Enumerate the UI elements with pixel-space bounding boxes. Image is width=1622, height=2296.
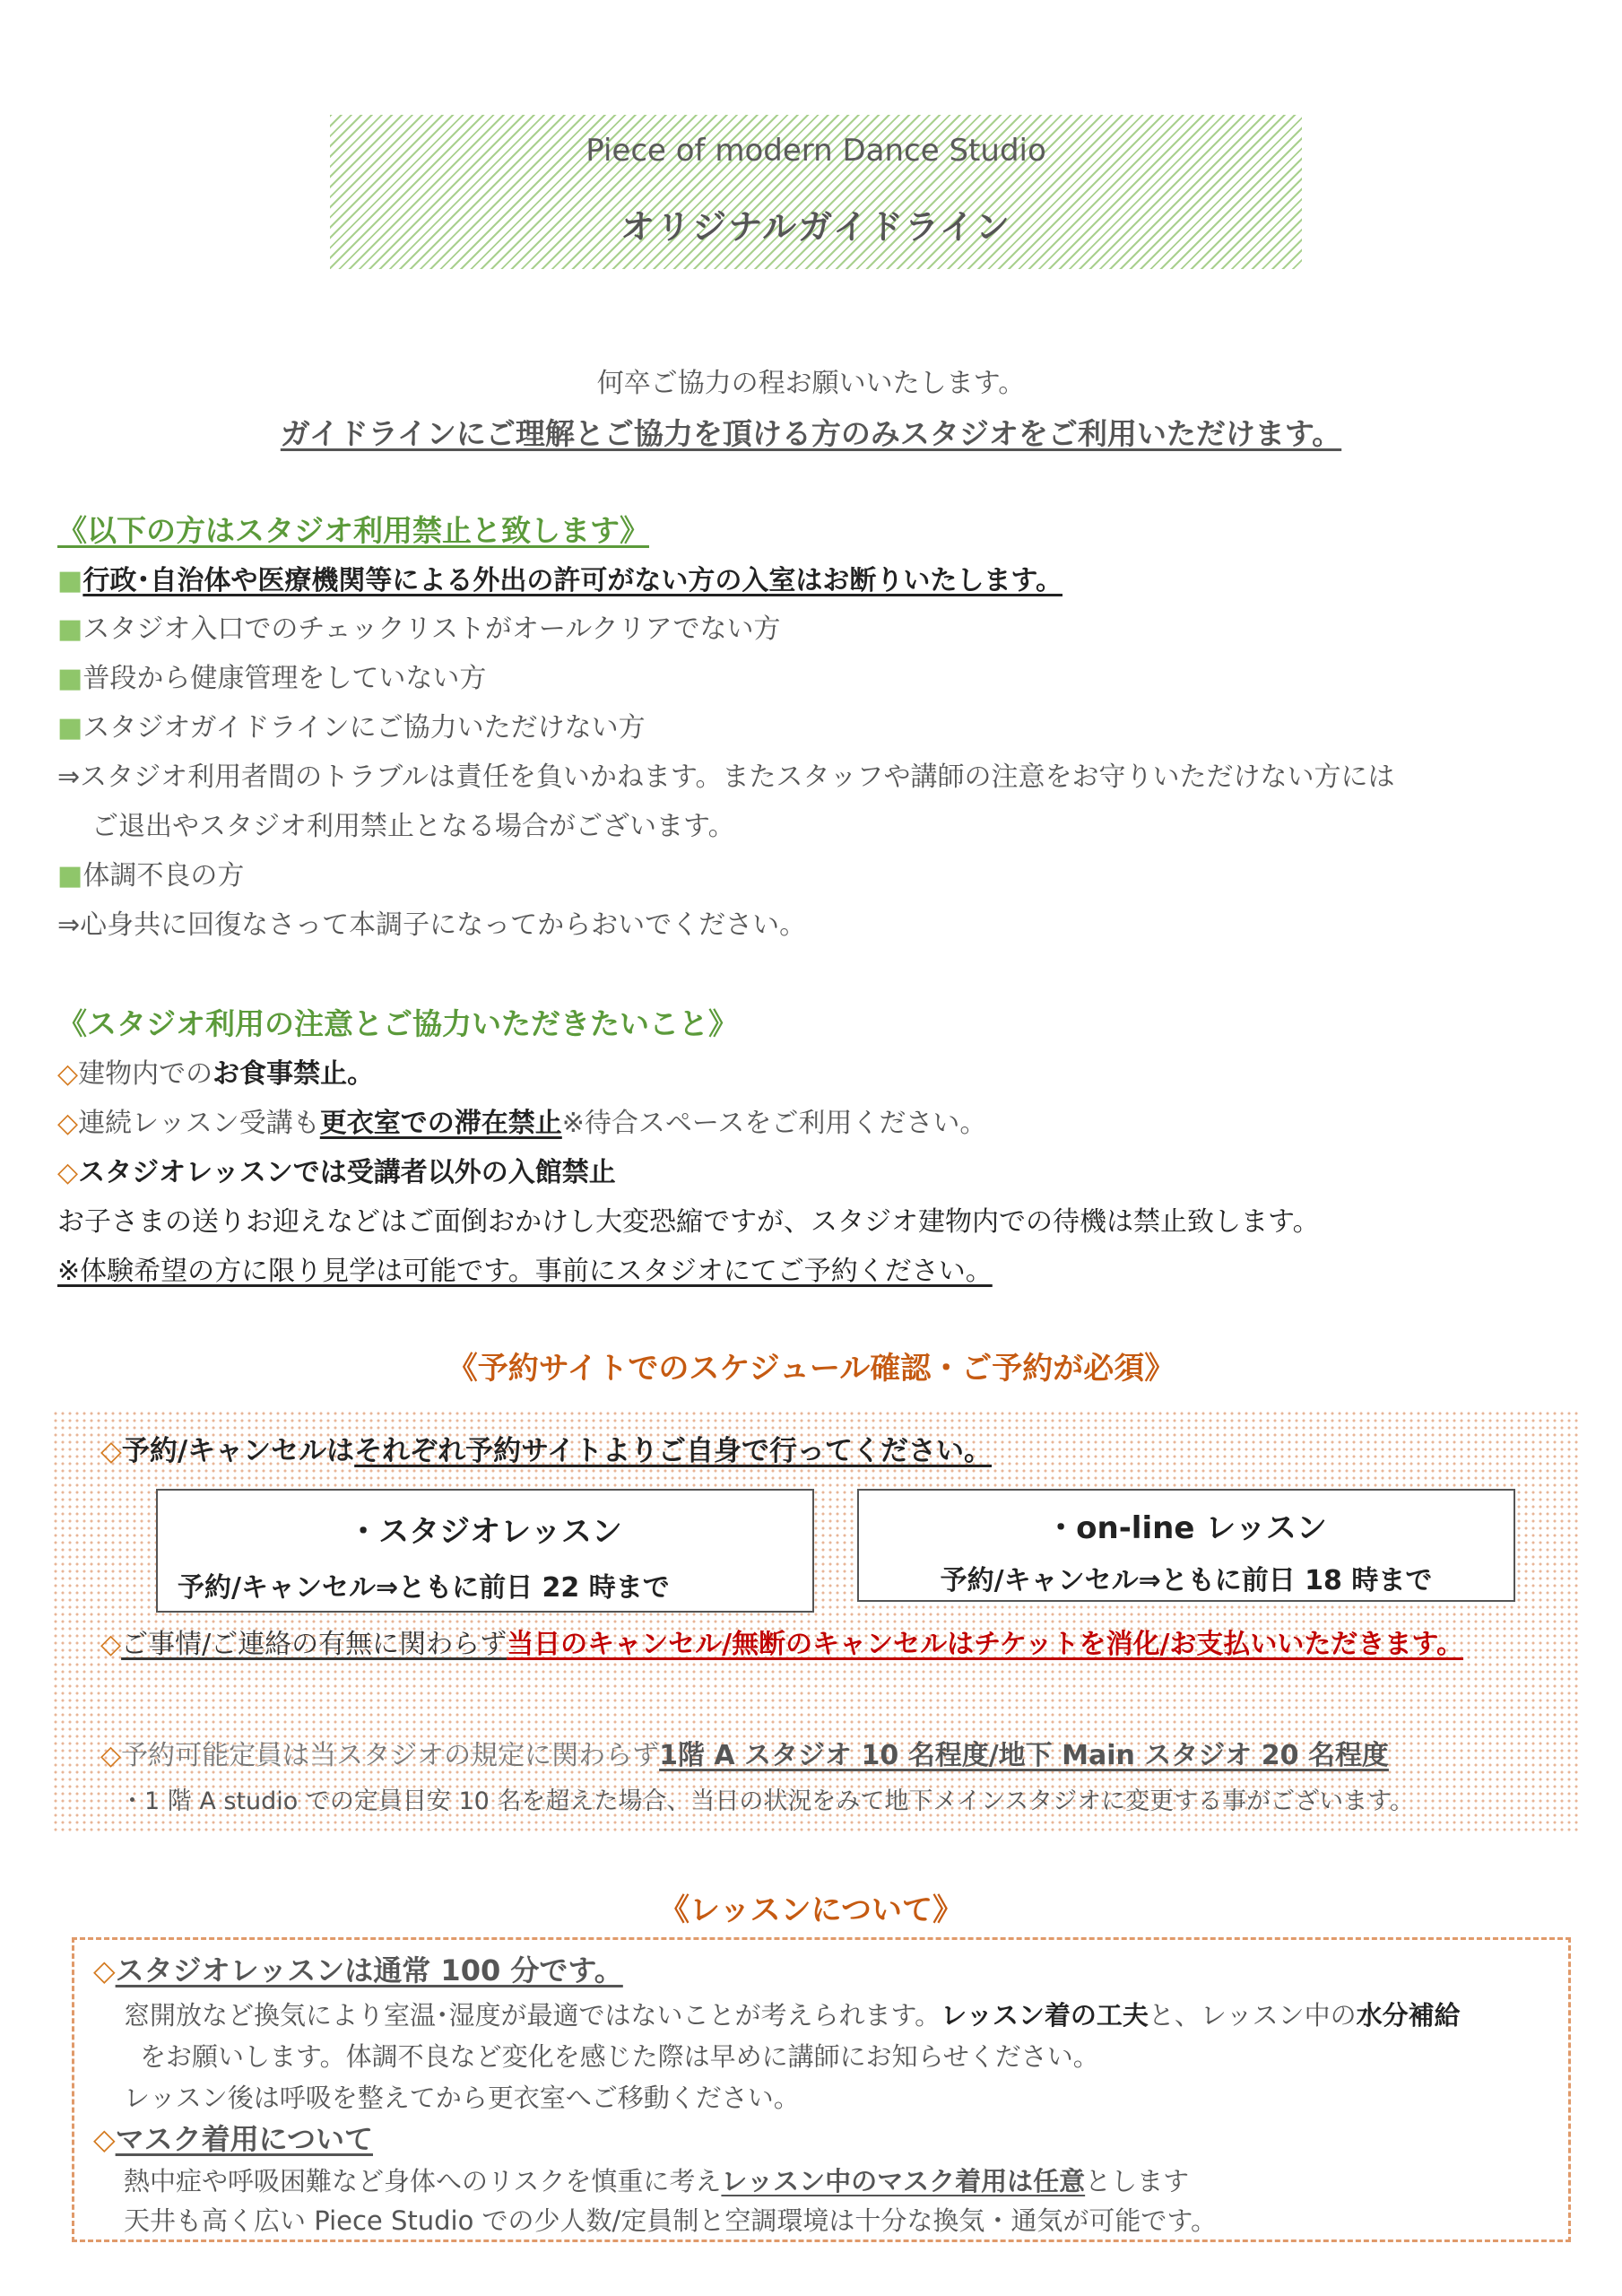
section1-note-2: ⇒心身共に回復なさって本調子になってからおいでください。 <box>57 909 807 941</box>
intro-line-1: 何卒ご協力の程お願いいたします。 <box>596 368 1026 399</box>
card-studio-lesson-body: 予約/キャンセル⇒ともに前日 22 時まで <box>178 1572 670 1604</box>
section2-line-2: ◇連続レッスン受講も更衣室での滞在禁止※待合スペースをご利用ください。 <box>57 1108 987 1139</box>
section1-note-1a: ⇒スタジオ利用者間のトラブルは責任を負いかねます。またスタッフや講師の注意をお守りいただけない方には <box>57 761 1395 793</box>
section4-para-1: 窓開放など換気により室温･湿度が最適ではないことが考えられます。レッスン着の工夫と、レッスン中の水分補給 <box>124 2000 1461 2031</box>
section1-item-4: ■スタジオガイドラインにご協力いただけない方 <box>57 712 646 744</box>
header-subtitle: Piece of modern Dance Studio <box>585 133 1046 169</box>
section2-line-1: ◇建物内でのお食事禁止。 <box>57 1058 375 1090</box>
section1-item-2: ■スタジオ入口でのチェックリストがオールクリアでない方 <box>57 613 781 645</box>
section2-line-3: ◇スタジオレッスンでは受講者以外の入館禁止 <box>57 1157 616 1188</box>
section3-line-4: ・1 階 A studio での定員目安 10 名を超えた場合、当日の状況をみて地下メインスタジオに変更する事がございます。 <box>120 1787 1414 1815</box>
section2-line-5: ※体験希望の方に限り見学は可能です。事前にスタジオにてご予約ください。 <box>57 1256 993 1287</box>
card-online-lesson-title: ・on-line レッスン <box>1045 1510 1327 1546</box>
section3-line-1: ◇予約/キャンセルはそれぞれ予約サイトよりご自身で行ってください。 <box>100 1435 992 1467</box>
section4-heading-2: ◇マスク着用について <box>93 2122 373 2156</box>
section3-line-2: ◇ご事情/ご連絡の有無に関わらず当日のキャンセル/無断のキャンセルはチケットを消化/お支払いいただきます。 <box>100 1629 1464 1660</box>
section4-para-5: 天井も高く広い Piece Studio での少人数/定員制と空調環境は十分な換気・通気が可能です。 <box>124 2205 1218 2236</box>
card-online-lesson-body: 予約/キャンセル⇒ともに前日 18 時まで <box>940 1565 1433 1596</box>
section1-item-3: ■普段から健康管理をしていない方 <box>57 663 487 694</box>
card-studio-lesson <box>156 1489 814 1613</box>
card-studio-lesson-title: ・スタジオレッスン <box>348 1514 622 1550</box>
section4-para-3: レッスン後は呼吸を整えてから更衣室へご移動ください。 <box>124 2083 800 2113</box>
intro-line-2: ガイドラインにご理解とご協力を頂ける方のみスタジオをご利用いただけます。 <box>280 416 1342 451</box>
section1-item-5: ■体調不良の方 <box>57 860 245 891</box>
section1-note-1b: ご退出やスタジオ利用禁止となる場合がございます。 <box>91 811 735 842</box>
section4-heading: 《レッスンについて》 <box>659 1892 963 1928</box>
section4-para-2: をお願いします。体調不良など変化を感じた際は早めに講師にお知らせください。 <box>140 2041 1099 2072</box>
section3-line-3: ◇予約可能定員は当スタジオの規定に関わらず1階 A スタジオ 10 名程度/地下 Main スタジオ 20 名程度 <box>100 1740 1389 1771</box>
section4-heading-1: ◇スタジオレッスンは通常 100 分です。 <box>93 1953 623 1987</box>
section3-heading: 《予約サイトでのスケジュール確認・ご予約が必須》 <box>447 1351 1175 1387</box>
section1-heading: 《以下の方はスタジオ利用禁止と致します》 <box>57 513 649 548</box>
section4-para-4: 熱中症や呼吸困難など身体へのリスクを慎重に考えレッスン中のマスク着用は任意とします <box>124 2166 1190 2196</box>
section2-line-4: お子さまの送りお迎えなどはご面倒おかけし大変恐縮ですが、スタジオ建物内での待機は禁止致します。 <box>57 1206 1320 1238</box>
section2-heading: 《スタジオ利用の注意とご協力いただきたいこと》 <box>57 1006 738 1041</box>
header-title: オリジナルガイドライン <box>620 207 1011 247</box>
section1-item-1: ■行政･自治体や医療機関等による外出の許可がない方の入室はお断りいたします。 <box>57 565 1063 596</box>
card-online-lesson <box>857 1489 1515 1602</box>
